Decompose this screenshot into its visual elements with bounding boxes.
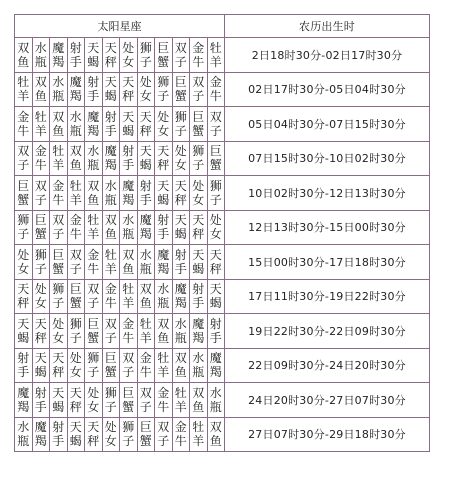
table-row [15, 279, 430, 314]
zodiac-sign-cell: 金 牛 [137, 348, 155, 383]
zodiac-sign-cell: 双 鱼 [137, 279, 155, 314]
zodiac-sign-cell: 巨 蟹 [67, 279, 85, 314]
zodiac-sign-cell: 天 秤 [207, 245, 225, 280]
zodiac-sign-cell: 天 蝎 [102, 72, 120, 107]
zodiac-sign-cell: 狮 子 [102, 383, 120, 418]
zodiac-sign-cell: 射 手 [190, 279, 208, 314]
zodiac-sign-cell: 处 女 [85, 383, 103, 418]
zodiac-sign-cell: 金 牛 [120, 314, 138, 349]
lunar-date-range-cell: 2日18时30分-02日17时30分 [225, 38, 430, 73]
lunar-date-range-cell: 10日02时30分-12日13时30分 [225, 176, 430, 211]
zodiac-sign-cell: 牡 羊 [190, 417, 208, 452]
table-row [15, 314, 430, 349]
zodiac-sign-cell: 水 瓶 [67, 107, 85, 142]
zodiac-sign-cell: 双 子 [67, 245, 85, 280]
table-body [15, 38, 430, 452]
zodiac-sign-cell: 射 手 [137, 176, 155, 211]
zodiac-sign-cell: 狮 子 [155, 72, 173, 107]
zodiac-sign-cell: 狮 子 [137, 38, 155, 73]
zodiac-sign-cell: 处 女 [102, 417, 120, 452]
zodiac-sign-cell: 魔 羯 [120, 176, 138, 211]
zodiac-sign-cell: 天 秤 [102, 38, 120, 73]
zodiac-sign-cell: 狮 子 [50, 279, 68, 314]
zodiac-sign-cell: 水 瓶 [32, 38, 50, 73]
lunar-date-range-cell: 17日11时30分-19日22时30分 [225, 279, 430, 314]
zodiac-sign-cell: 金 牛 [50, 176, 68, 211]
zodiac-sign-cell: 牡 羊 [120, 279, 138, 314]
table-row [15, 38, 430, 73]
zodiac-sign-cell: 双 子 [102, 314, 120, 349]
zodiac-sign-cell: 天 蝎 [137, 141, 155, 176]
zodiac-sign-cell: 双 鱼 [190, 383, 208, 418]
zodiac-sign-cell: 射 手 [67, 38, 85, 73]
zodiac-sign-cell: 水 瓶 [102, 176, 120, 211]
zodiac-sign-cell: 双 鱼 [32, 72, 50, 107]
zodiac-sign-cell: 水 瓶 [120, 210, 138, 245]
zodiac-sign-cell: 魔 羯 [102, 141, 120, 176]
zodiac-sign-cell: 处 女 [67, 348, 85, 383]
zodiac-sign-cell: 射 手 [155, 210, 173, 245]
zodiac-sign-cell: 水 瓶 [137, 245, 155, 280]
lunar-date-range-cell: 05日04时30分-07日15时30分 [225, 107, 430, 142]
zodiac-sign-cell: 狮 子 [207, 176, 225, 211]
zodiac-sign-cell: 双 鱼 [120, 245, 138, 280]
zodiac-sign-cell: 射 手 [120, 141, 138, 176]
table-row [15, 245, 430, 280]
zodiac-lunar-table [14, 14, 430, 452]
zodiac-sign-cell: 双 子 [32, 176, 50, 211]
zodiac-sign-cell: 魔 羯 [15, 383, 33, 418]
zodiac-sign-cell: 处 女 [50, 314, 68, 349]
zodiac-sign-cell: 天 秤 [120, 72, 138, 107]
table-row [15, 348, 430, 383]
zodiac-sign-cell: 天 蝎 [207, 279, 225, 314]
sun-sign-header: 太阳星座 [15, 15, 225, 38]
zodiac-sign-cell: 巨 蟹 [15, 176, 33, 211]
zodiac-sign-cell: 金 牛 [155, 383, 173, 418]
zodiac-sign-cell: 金 牛 [32, 141, 50, 176]
zodiac-sign-cell: 射 手 [85, 72, 103, 107]
zodiac-sign-cell: 天 秤 [155, 141, 173, 176]
zodiac-sign-cell: 射 手 [50, 417, 68, 452]
zodiac-sign-cell: 双 子 [120, 348, 138, 383]
zodiac-sign-cell: 水 瓶 [172, 314, 190, 349]
zodiac-sign-cell: 巨 蟹 [172, 72, 190, 107]
zodiac-sign-cell: 双 鱼 [102, 210, 120, 245]
zodiac-sign-cell: 牡 羊 [172, 383, 190, 418]
zodiac-sign-cell: 双 鱼 [50, 107, 68, 142]
zodiac-sign-cell: 狮 子 [67, 314, 85, 349]
zodiac-sign-cell: 双 子 [50, 210, 68, 245]
zodiac-sign-cell: 天 秤 [85, 417, 103, 452]
zodiac-sign-cell: 魔 羯 [172, 279, 190, 314]
zodiac-sign-cell: 牡 羊 [155, 348, 173, 383]
zodiac-sign-cell: 处 女 [137, 72, 155, 107]
zodiac-sign-cell: 巨 蟹 [32, 210, 50, 245]
zodiac-sign-cell: 水 瓶 [207, 383, 225, 418]
zodiac-sign-cell: 金 牛 [172, 417, 190, 452]
zodiac-sign-cell: 金 牛 [67, 210, 85, 245]
zodiac-sign-cell: 巨 蟹 [190, 107, 208, 142]
zodiac-sign-cell: 狮 子 [32, 245, 50, 280]
zodiac-sign-cell: 双 子 [190, 72, 208, 107]
table-row [15, 141, 430, 176]
zodiac-sign-cell: 水 瓶 [190, 348, 208, 383]
zodiac-sign-cell: 魔 羯 [190, 314, 208, 349]
zodiac-sign-cell: 处 女 [120, 38, 138, 73]
zodiac-sign-cell: 天 秤 [32, 314, 50, 349]
zodiac-sign-cell: 双 鱼 [67, 141, 85, 176]
zodiac-sign-cell: 巨 蟹 [207, 141, 225, 176]
table-row [15, 176, 430, 211]
table-row [15, 417, 430, 452]
zodiac-sign-cell: 魔 羯 [85, 107, 103, 142]
zodiac-sign-cell: 巨 蟹 [85, 314, 103, 349]
zodiac-sign-cell: 狮 子 [172, 107, 190, 142]
zodiac-sign-cell: 狮 子 [120, 417, 138, 452]
zodiac-sign-cell: 天 蝎 [85, 38, 103, 73]
zodiac-sign-cell: 巨 蟹 [155, 38, 173, 73]
zodiac-sign-cell: 牡 羊 [32, 107, 50, 142]
zodiac-sign-cell: 巨 蟹 [120, 383, 138, 418]
zodiac-sign-cell: 处 女 [15, 245, 33, 280]
zodiac-sign-cell: 牡 羊 [137, 314, 155, 349]
zodiac-sign-cell: 射 手 [172, 245, 190, 280]
zodiac-sign-cell: 天 秤 [15, 279, 33, 314]
lunar-date-range-cell: 24日20时30分-27日07时30分 [225, 383, 430, 418]
zodiac-sign-cell: 双 子 [172, 38, 190, 73]
zodiac-sign-cell: 天 蝎 [50, 383, 68, 418]
zodiac-sign-cell: 双 鱼 [85, 176, 103, 211]
zodiac-sign-cell: 金 牛 [190, 38, 208, 73]
zodiac-sign-cell: 天 秤 [50, 348, 68, 383]
zodiac-sign-cell: 双 子 [85, 279, 103, 314]
zodiac-sign-cell: 双 鱼 [207, 417, 225, 452]
zodiac-sign-cell: 狮 子 [15, 210, 33, 245]
table-row [15, 107, 430, 142]
zodiac-sign-cell: 狮 子 [190, 141, 208, 176]
zodiac-sign-cell: 魔 羯 [50, 38, 68, 73]
zodiac-sign-cell: 牡 羊 [85, 210, 103, 245]
zodiac-sign-cell: 魔 羯 [32, 417, 50, 452]
zodiac-sign-cell: 金 牛 [102, 279, 120, 314]
lunar-date-range-cell: 22日09时30分-24日20时30分 [225, 348, 430, 383]
zodiac-sign-cell: 天 秤 [190, 210, 208, 245]
zodiac-sign-cell: 天 秤 [137, 107, 155, 142]
zodiac-sign-cell: 金 牛 [15, 107, 33, 142]
lunar-date-range-cell: 15日00时30分-17日18时30分 [225, 245, 430, 280]
zodiac-sign-cell: 天 蝎 [155, 176, 173, 211]
zodiac-sign-cell: 水 瓶 [155, 279, 173, 314]
zodiac-sign-cell: 金 牛 [207, 72, 225, 107]
zodiac-sign-cell: 天 秤 [172, 176, 190, 211]
zodiac-sign-cell: 牡 羊 [207, 38, 225, 73]
zodiac-sign-cell: 巨 蟹 [137, 417, 155, 452]
zodiac-sign-cell: 巨 蟹 [50, 245, 68, 280]
zodiac-sign-cell: 天 蝎 [120, 107, 138, 142]
zodiac-sign-cell: 天 蝎 [172, 210, 190, 245]
zodiac-sign-cell: 处 女 [32, 279, 50, 314]
zodiac-sign-cell: 射 手 [207, 314, 225, 349]
table-row [15, 210, 430, 245]
zodiac-sign-cell: 双 鱼 [155, 314, 173, 349]
zodiac-sign-cell: 魔 羯 [207, 348, 225, 383]
zodiac-sign-cell: 狮 子 [85, 348, 103, 383]
zodiac-sign-cell: 处 女 [172, 141, 190, 176]
lunar-date-range-cell: 07日15时30分-10日02时30分 [225, 141, 430, 176]
zodiac-sign-cell: 金 牛 [85, 245, 103, 280]
zodiac-sign-cell: 牡 羊 [67, 176, 85, 211]
zodiac-sign-cell: 巨 蟹 [102, 348, 120, 383]
lunar-date-range-cell: 27日07时30分-29日18时30分 [225, 417, 430, 452]
table-header-row [15, 15, 430, 38]
zodiac-sign-cell: 双 鱼 [172, 348, 190, 383]
zodiac-sign-cell: 射 手 [32, 383, 50, 418]
zodiac-sign-cell: 天 蝎 [67, 417, 85, 452]
zodiac-sign-cell: 处 女 [207, 210, 225, 245]
zodiac-sign-cell: 水 瓶 [85, 141, 103, 176]
zodiac-sign-cell: 牡 羊 [50, 141, 68, 176]
table-row [15, 72, 430, 107]
lunar-date-range-cell: 02日17时30分-05日04时30分 [225, 72, 430, 107]
zodiac-sign-cell: 牡 羊 [15, 72, 33, 107]
zodiac-sign-cell: 双 子 [137, 383, 155, 418]
lunar-date-range-cell: 12日13时30分-15日00时30分 [225, 210, 430, 245]
zodiac-sign-cell: 魔 羯 [137, 210, 155, 245]
zodiac-sign-cell: 处 女 [155, 107, 173, 142]
zodiac-sign-cell: 牡 羊 [102, 245, 120, 280]
zodiac-sign-cell: 魔 羯 [155, 245, 173, 280]
zodiac-sign-cell: 处 女 [190, 176, 208, 211]
zodiac-sign-cell: 天 蝎 [32, 348, 50, 383]
lunar-birth-time-header: 农历出生时 [225, 15, 430, 38]
zodiac-sign-cell: 双 子 [15, 141, 33, 176]
zodiac-sign-cell: 射 手 [15, 348, 33, 383]
zodiac-sign-cell: 双 子 [207, 107, 225, 142]
zodiac-sign-cell: 水 瓶 [15, 417, 33, 452]
table-row [15, 383, 430, 418]
zodiac-sign-cell: 魔 羯 [67, 72, 85, 107]
zodiac-sign-cell: 射 手 [102, 107, 120, 142]
zodiac-sign-cell: 双 子 [155, 417, 173, 452]
zodiac-sign-cell: 天 秤 [67, 383, 85, 418]
zodiac-sign-cell: 双 鱼 [15, 38, 33, 73]
zodiac-sign-cell: 水 瓶 [50, 72, 68, 107]
lunar-date-range-cell: 19日22时30分-22日09时30分 [225, 314, 430, 349]
zodiac-sign-cell: 天 蝎 [190, 245, 208, 280]
zodiac-sign-cell: 天 蝎 [15, 314, 33, 349]
